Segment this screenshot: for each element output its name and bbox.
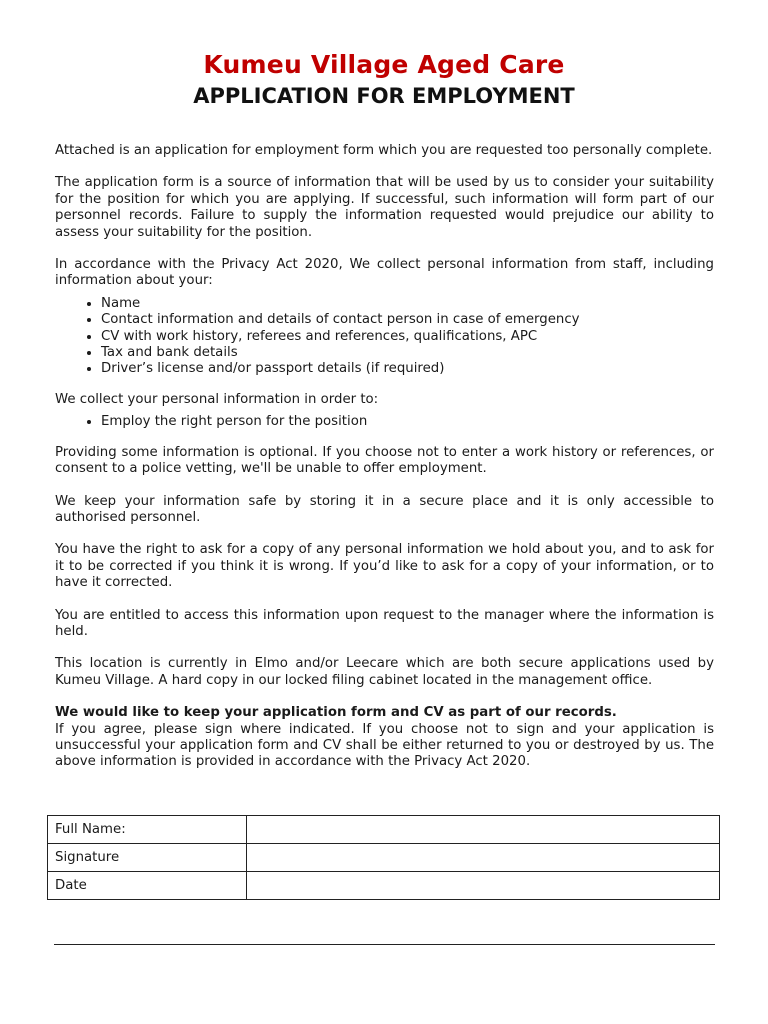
document-body bbox=[55, 143, 714, 787]
signature-table bbox=[47, 815, 720, 900]
consent-paragraph bbox=[55, 705, 714, 771]
list-item: • CV with work history, referees and references, qualifications, APC bbox=[101, 329, 714, 345]
purpose-intro: We collect your personal information in order to: bbox=[55, 391, 379, 407]
list-item: • Tax and bank details bbox=[101, 345, 714, 361]
privacy-intro-paragraph: In accordance with the Privacy Act 2020, We collect personal information from staff, including information about your: bbox=[55, 257, 714, 289]
date-label: Date bbox=[48, 872, 247, 900]
list-item: • Driver’s license and/or passport details (if required) bbox=[101, 361, 714, 377]
list-item: • Contact information and details of contact person in case of emergency bbox=[101, 312, 714, 328]
table-row bbox=[48, 816, 720, 844]
access-paragraph: You are entitled to access this information upon request to the manager where the information is held. bbox=[55, 607, 714, 639]
list-item: • Name bbox=[101, 296, 714, 312]
footer-divider bbox=[54, 944, 715, 945]
intro-paragraph-1: Attached is an application for employment form which you are requested too personally complete. bbox=[55, 143, 713, 158]
rights-paragraph: You have the right to ask for a copy of any personal information we hold about you, and to ask for it to be corrected if you think it is wrong. If you’d like to ask for a copy of your information, or to have it corrected. bbox=[55, 542, 714, 591]
date-field[interactable] bbox=[247, 872, 720, 900]
organization-title: Kumeu Village Aged Care bbox=[203, 50, 565, 79]
records-statement: We would like to keep your application form and CV as part of our records. bbox=[55, 705, 617, 721]
signature-field[interactable] bbox=[247, 844, 720, 872]
optional-info-paragraph: Providing some information is optional. If you choose not to enter a work history or references, or consent to a police vetting, we'll be unable to offer employment. bbox=[55, 444, 714, 477]
table-row bbox=[48, 844, 720, 872]
full-name-label: Full Name: bbox=[48, 816, 247, 844]
collected-info-list bbox=[55, 296, 714, 378]
security-paragraph: We keep your information safe by storing it in a secure place and it is only accessible to authorised personnel. bbox=[55, 493, 714, 525]
purpose-list bbox=[55, 414, 714, 430]
table-row bbox=[48, 872, 720, 900]
signature-label: Signature bbox=[48, 844, 247, 872]
full-name-field[interactable] bbox=[247, 816, 720, 844]
agree-text: If you agree, please sign where indicated. If you choose not to sign and your application is unsuccessful your application form and CV shall be either returned to you or destroyed by us. The above information is provided in accordance with the Privacy Act 2020. bbox=[55, 721, 714, 770]
location-paragraph: This location is currently in Elmo and/or Leecare which are both secure applications used by Kumeu Village. A hard copy in our locked filing cabinet located in the management office. bbox=[55, 656, 714, 688]
list-item: • Employ the right person for the position bbox=[101, 414, 714, 430]
document-title: APPLICATION FOR EMPLOYMENT bbox=[193, 84, 575, 108]
intro-paragraph-2: The application form is a source of information that will be used by us to consider your suitability for the position for which you are applying. If successful, such information will form part of our personnel records. Failure to supply the information requested would prejudice our ability to assess your suitability for the position. bbox=[55, 175, 714, 240]
